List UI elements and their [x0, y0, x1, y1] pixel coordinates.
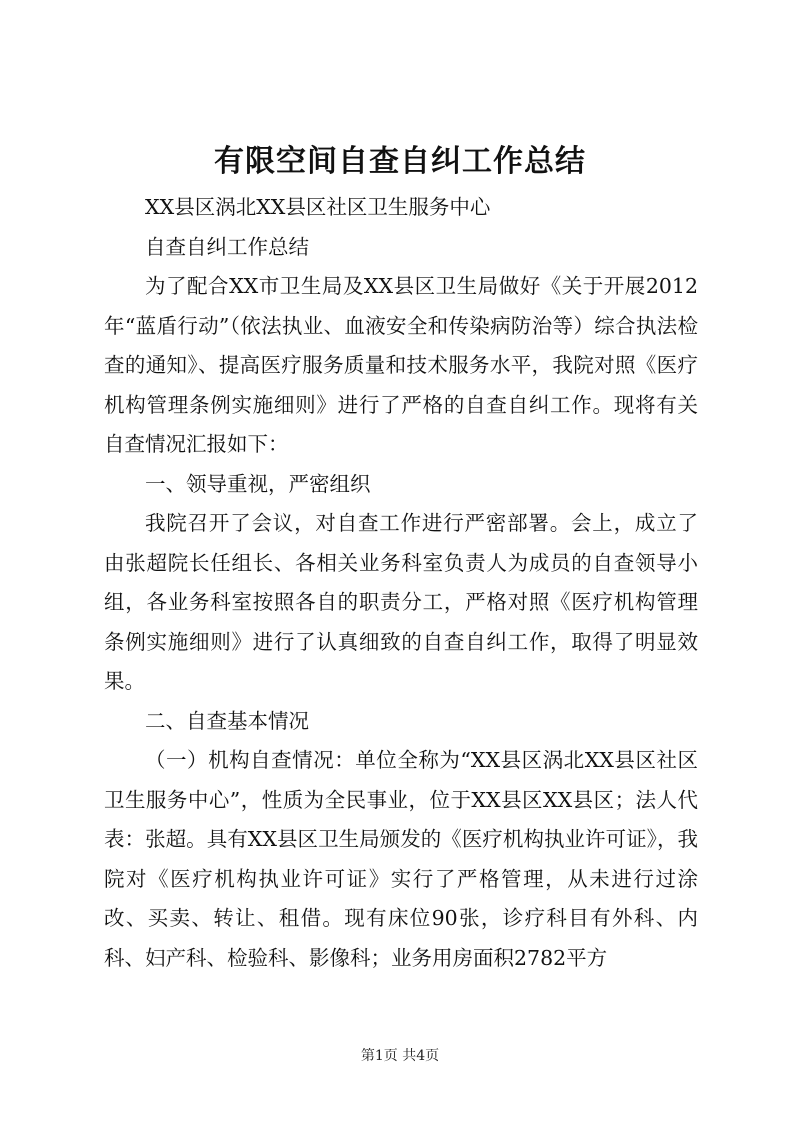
paragraph-leadership: 我院召开了会议，对自查工作进行严密部署。会上，成立了由张超院长任组长、各相关业务科室负责人为成员的自查领导小组，各业务科室按照各自的职责分工，严格对照《医疗机构管理条例实施细则》进行了认真细致的自查自纠工作，取得了明显效果。 [104, 511, 698, 693]
paragraph-subtitle: 自查自纠工作总结 [145, 234, 309, 259]
paragraph-organization-name: XX县区涡北XX县区社区卫生服务中心 [145, 195, 491, 219]
paragraph-introduction: 为了配合XX市卫生局及XX县区卫生局做好《关于开展2012年“蓝盾行动”（依法执业、血液安全和传染病防治等）综合执法检查的通知》、提高医疗服务质量和技术服务水平，我院对照《医疗机构管理条例实施细则》进行了严格的自查自纠工作。现将有关自查情况汇报如下： [104, 274, 698, 456]
section-heading-basic-situation: 二、自查基本情况 [145, 708, 309, 733]
page-number-footer: 第1页 共4页 [360, 1048, 440, 1064]
section-heading-leadership: 一、领导重视，严密组织 [145, 471, 371, 496]
document-body [104, 188, 698, 978]
paragraph-institution-check: （一）机构自查情况：单位全称为“XX县区涡北XX县区社区卫生服务中心”，性质为全民事业，位于XX县区XX县区；法人代表：张超。具有XX县区卫生局颁发的《医疗机构执业许可证》，我院对《医疗机构执业许可证》实行了严格管理，从未进行过涂改、买卖、转让、租借。现有床位90张，诊疗科目有外科、内科、妇产科、检验科、影像科；业务用房面积2782平方 [104, 748, 698, 970]
document-title: 有限空间自查自纠工作总结 [214, 144, 586, 179]
